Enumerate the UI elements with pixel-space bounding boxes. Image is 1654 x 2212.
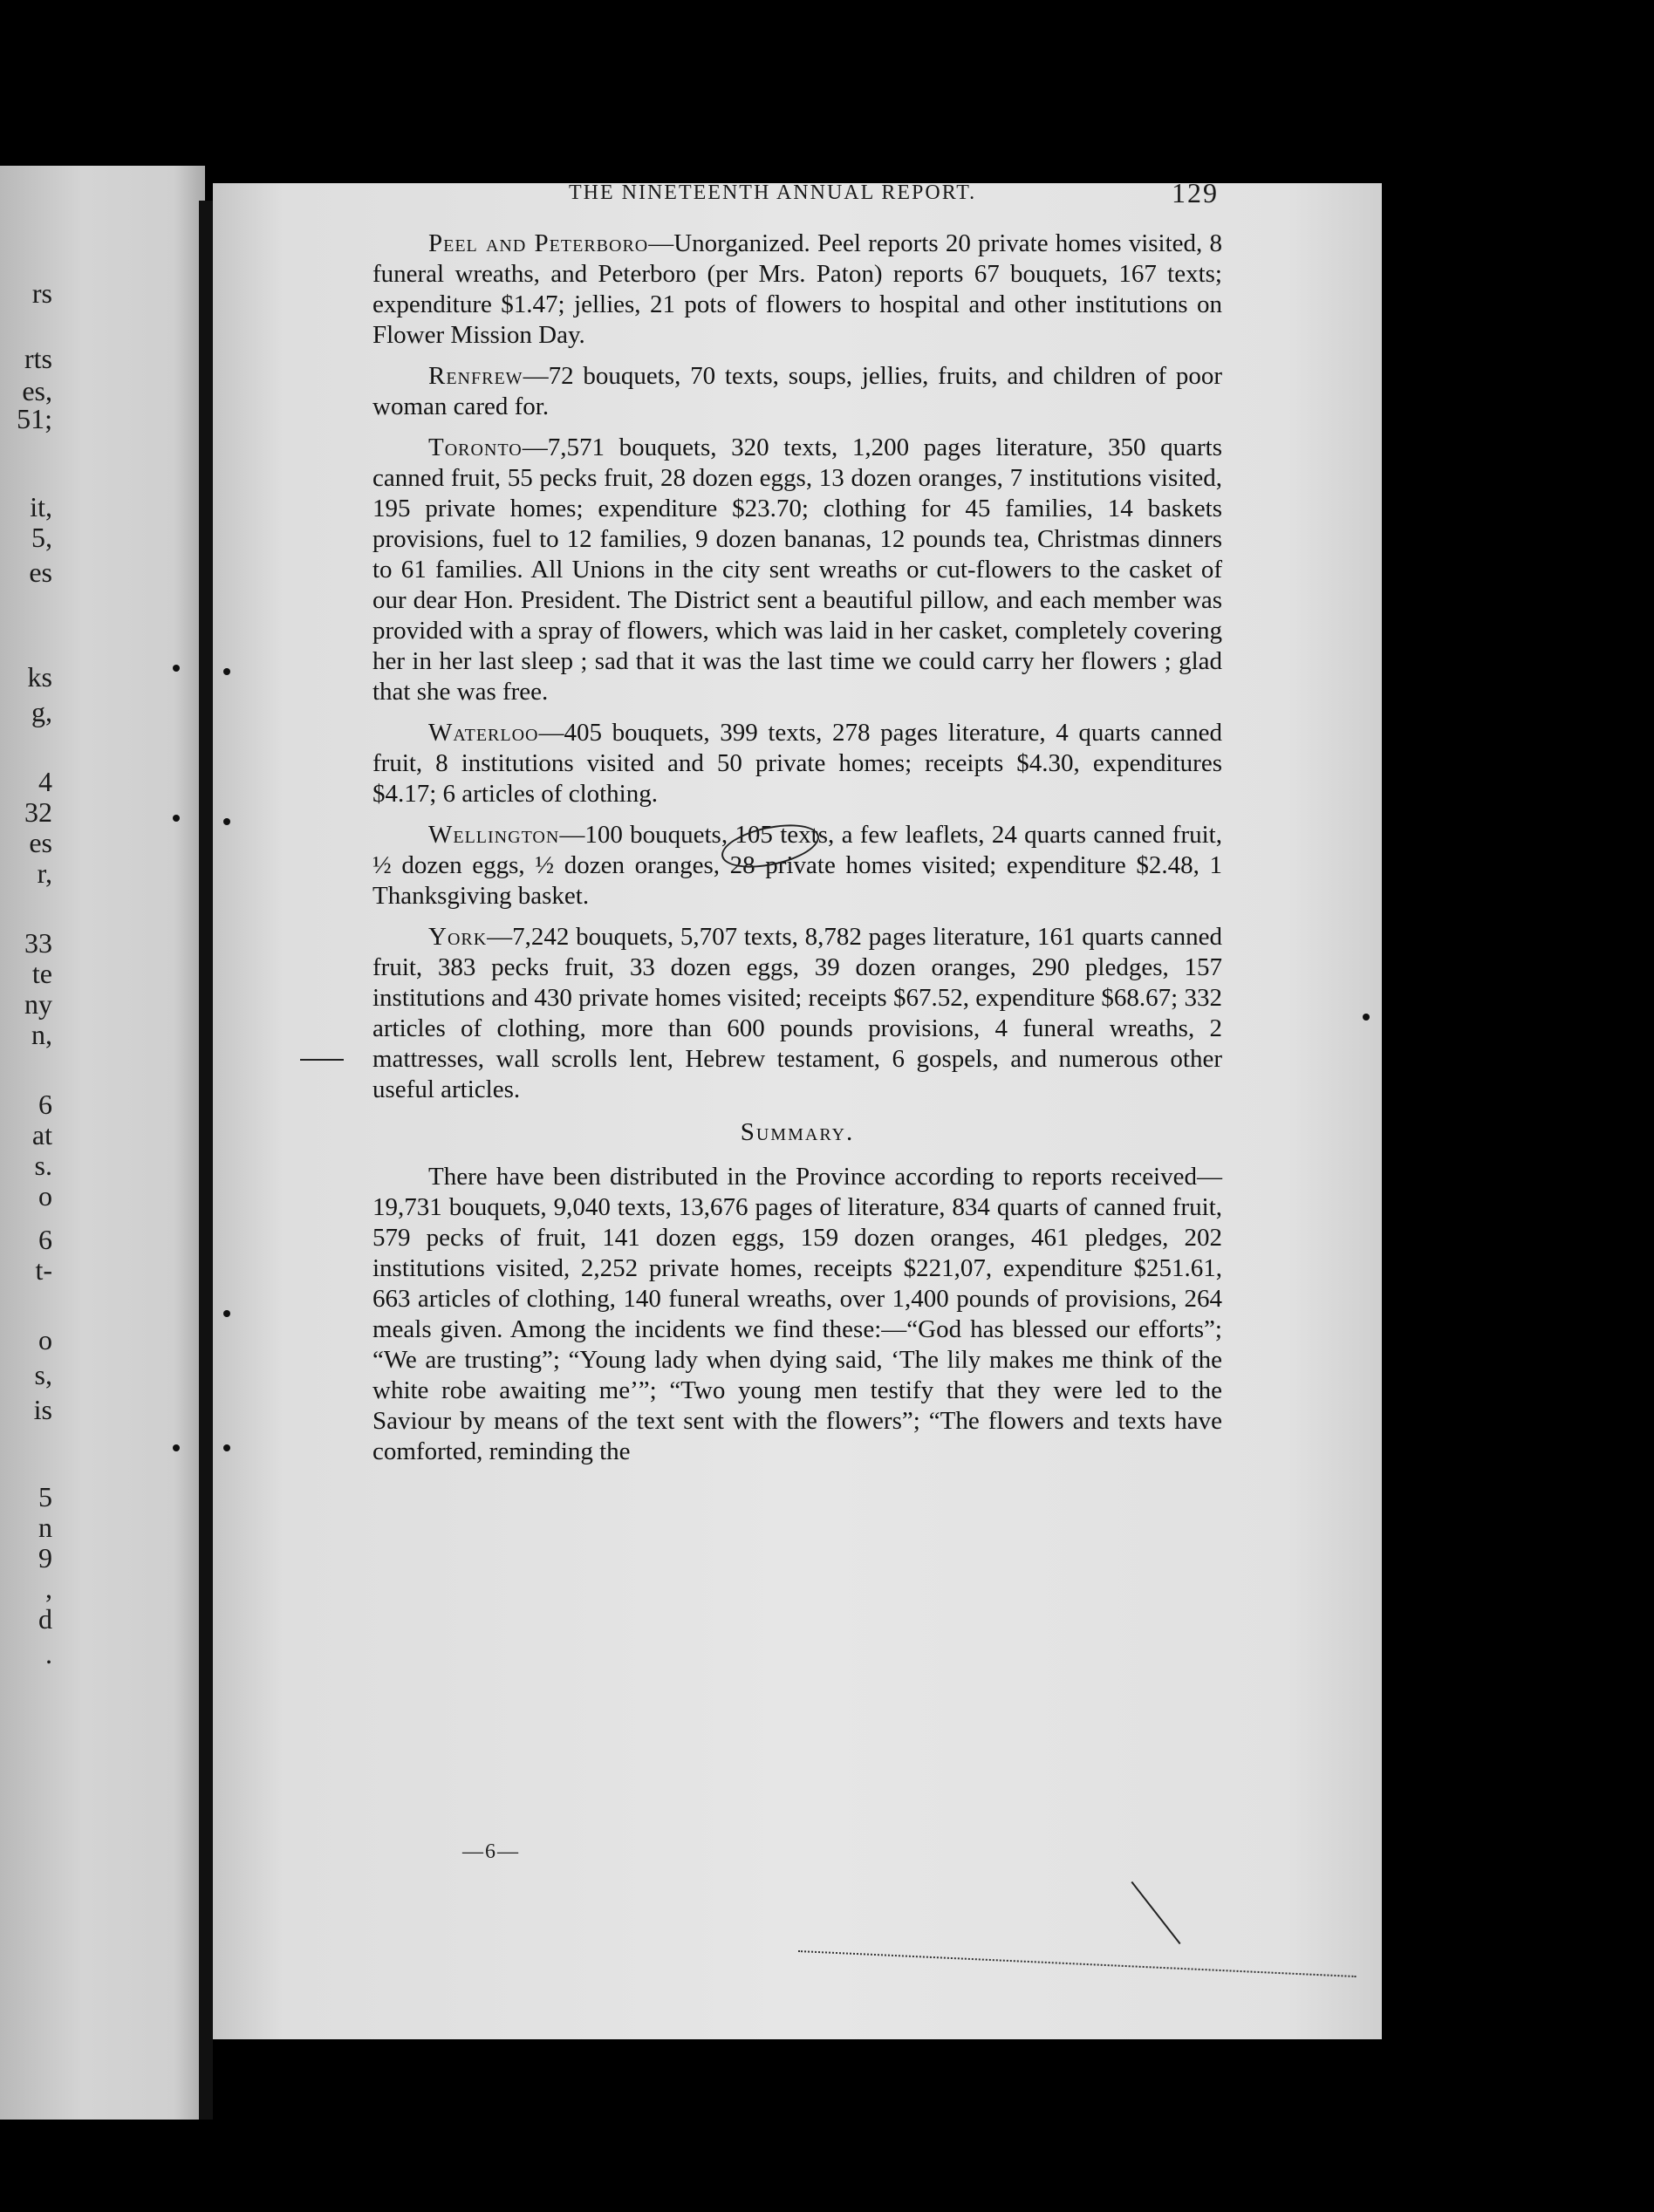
previous-page-fragment: es,: [22, 375, 52, 406]
pencil-dash: [300, 1059, 344, 1061]
paragraph-text: —100 bouquets, 105 texts, a few leaflets, 24 quarts canned fruit, ½ dozen eggs, ½ dozen oranges, 28 private homes visited; expenditure $2.48, 1 Thanksgiving basket.: [372, 821, 1222, 910]
running-title: THE NINETEENTH ANNUAL REPORT.: [569, 181, 977, 204]
previous-page-edge: [0, 166, 205, 2120]
margin-speck: [173, 1444, 180, 1451]
previous-page-fragment: at: [31, 1119, 52, 1150]
previous-page-fragment: is: [33, 1394, 52, 1425]
previous-page-fragment: t-: [35, 1254, 52, 1286]
paragraph-text: —405 bouquets, 399 texts, 278 pages literature, 4 quarts canned fruit, 8 institutions visited and 50 private homes; receipts $4.30, expenditures $4.17; 6 articles of clothing.: [372, 719, 1222, 808]
district-heading: Toronto: [428, 434, 523, 461]
previous-page-fragment: o: [38, 1180, 52, 1212]
previous-page-fragment: s.: [34, 1150, 52, 1181]
report-paragraph-renfrew: [372, 361, 1222, 422]
report-paragraph-york: [372, 922, 1222, 1105]
previous-page-fragment: o: [38, 1324, 52, 1355]
paragraph-text: —Unorganized. Peel reports 20 private homes visited, 8 funeral wreaths, and Peterboro (per Mrs. Paton) reports 67 bouquets, 167 texts; expenditure $1.47; jellies, 21 pots of flowers to hospital and other institutions on Flower Mission Day.: [372, 229, 1223, 349]
previous-page-fragment: rts: [24, 343, 52, 374]
previous-page-fragment: n: [38, 1512, 52, 1543]
page-number: 129: [1172, 177, 1219, 208]
previous-page-fragment: ,: [45, 1573, 52, 1604]
report-paragraph-waterloo: [372, 718, 1222, 809]
margin-speck: [173, 815, 180, 822]
margin-speck: [223, 818, 230, 825]
margin-speck: [223, 1310, 230, 1317]
summary-paragraph: There have been distributed in the Province according to reports received—19,731 bouquets, 9,040 texts, 13,676 pages of literature, 834 quarts of canned fruit, 579 pecks of fruit, 141 dozen eggs, 159 dozen oranges, 461 pledges, 202 institutions visited, 2,252 private homes, receipts $221,07, expenditure $251.61, 663 articles of clothing, 140 funeral wreaths, over 1,400 pounds of provisions, 264 meals given. Among the incidents we find these:—“God has blessed our efforts”; “We are trusting”; “Young lady when dying said, ‘The lily makes me think of the white robe awaiting me’”; “Two young men testify that they were led to the Saviour by means of the text sent with the flowers”; “The flowers and texts have comforted, reminding the: [372, 1163, 1222, 1465]
report-paragraph-peel-peterboro: [372, 229, 1222, 351]
report-paragraph-toronto: [372, 433, 1222, 707]
previous-page-fragment: 33: [24, 927, 52, 959]
previous-page-fragment: es: [29, 556, 52, 588]
district-heading: York: [428, 923, 488, 951]
signature-mark: —6—: [462, 1840, 520, 1863]
previous-page-fragment: .: [45, 1638, 52, 1669]
previous-page-fragment: ks: [27, 661, 52, 693]
previous-page-fragment: s,: [34, 1359, 52, 1390]
district-heading: Renfrew: [428, 362, 523, 390]
previous-page-fragment: 9: [38, 1542, 52, 1574]
previous-page-fragment: 5,: [31, 522, 52, 553]
paragraph-text: —7,571 bouquets, 320 texts, 1,200 pages literature, 350 quarts canned fruit, 55 pecks fruit, 28 dozen eggs, 13 dozen oranges, 7 institutions visited, 195 private homes; expenditure $23.70; clothing for 45 families, 14 baskets provisions, fuel to 12 families, 9 dozen bananas, 12 pounds tea, Christmas dinners to 61 families. All Unions in the city sent wreaths or cut-flowers to the casket of our dear Hon. President. The District sent a beautiful pillow, and each member was provided with a spray of flowers, which was laid in her casket, completely covering her in her last sleep ; sad that it was the last time we could carry her flowers ; glad that she was free.: [372, 434, 1222, 706]
summary-heading: Summary.: [740, 1118, 855, 1146]
previous-page-fragment: d: [38, 1603, 52, 1635]
previous-page-fragment: 51;: [17, 403, 52, 434]
previous-page-fragment: r,: [37, 857, 52, 889]
district-heading: Wellington: [428, 821, 560, 849]
previous-page-fragment: es: [29, 827, 52, 858]
margin-speck: [1363, 1014, 1370, 1021]
margin-speck: [223, 1444, 230, 1451]
previous-page-fragment: 6: [38, 1224, 52, 1255]
previous-page-fragment: n,: [31, 1019, 52, 1050]
district-heading: Waterloo: [428, 719, 539, 747]
previous-page-fragment: rs: [31, 277, 52, 309]
previous-page-fragment: te: [31, 958, 52, 989]
margin-speck: [223, 668, 230, 675]
previous-page-fragment: 4: [38, 766, 52, 797]
paragraph-text: —7,242 bouquets, 5,707 texts, 8,782 pages literature, 161 quarts canned fruit, 383 pecks fruit, 33 dozen eggs, 39 dozen oranges, 290 pledges, 157 institutions and 430 private homes visited; receipts $67.52, expenditure $68.67; 332 articles of clothing, more than 600 pounds provisions, 4 funeral wreaths, 2 mattresses, wall scrolls lent, Hebrew testament, 6 gospels, and numerous other useful articles.: [372, 923, 1222, 1103]
paragraph-text: —72 bouquets, 70 texts, soups, jellies, fruits, and children of poor woman cared for.: [372, 362, 1222, 420]
margin-speck: [173, 665, 180, 672]
previous-page-fragment: ny: [24, 988, 52, 1020]
previous-page-fragment: 5: [38, 1481, 52, 1512]
previous-page-fragment: 6: [38, 1089, 52, 1120]
book-spine: [199, 201, 213, 2120]
previous-page-fragment: it,: [30, 491, 52, 522]
previous-page-fragment: g,: [31, 696, 52, 727]
previous-page-fragment: 32: [24, 796, 52, 828]
district-heading: Peel and Peterboro: [428, 229, 649, 257]
